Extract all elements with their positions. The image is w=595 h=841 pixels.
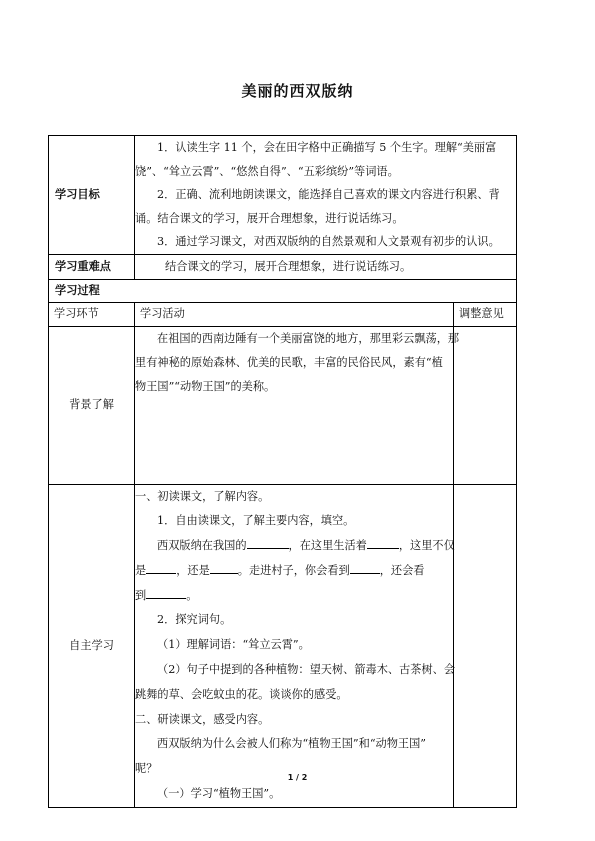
background-line: 里有神秘的原始森林、优美的民歌，丰富的民俗民风，素有“植 (135, 355, 443, 369)
objective-line: 诵。结合课文的学习，展开合理想象，进行说话练习。 (135, 211, 404, 225)
column-header-row (49, 302, 517, 326)
blank-field[interactable] (247, 538, 289, 549)
study-step: （一）学习“植物王国”。 (157, 787, 281, 801)
study-step: 跳舞的草、会吃蚊虫的花。谈谈你的感受。 (135, 687, 348, 701)
blank-field[interactable] (350, 563, 380, 574)
background-label: 背景了解 (49, 326, 135, 484)
blank-field[interactable] (146, 563, 176, 574)
study-question: 呢？ (135, 762, 158, 776)
key-points-row (49, 254, 517, 279)
study-step: 1．自由读课文，了解主要内容，填空。 (157, 514, 355, 528)
background-content (135, 326, 460, 484)
background-line: 在祖国的西南边陲有一个美丽富饶的地方，那里彩云飘荡，那 (157, 331, 460, 345)
study-step: （1）理解词语：“耸立云霄”。 (157, 638, 310, 652)
section-heading: 一、初读课文，了解内容。 (135, 489, 270, 503)
adjust-cell (454, 484, 517, 807)
objective-line: 1．认读生字 11 个，会在田字格中正确描写 5 个生字。理解“美丽富 (157, 141, 497, 154)
objective-line: 2．正确、流利地朗读课文，能选择自己喜欢的课文内容进行积累、背 (157, 188, 500, 201)
page-number: 1 / 2 (287, 773, 308, 782)
study-question: 西双版纳为什么会被人们称为“植物王国”和“动物王国” (157, 737, 427, 751)
col-header-adjust: 调整意见 (454, 302, 517, 326)
key-points-label: 学习重难点 (49, 254, 135, 279)
fill-blank-line: 西双版纳在我国的 ，在这里生活着 ，这里不仅 (157, 539, 455, 553)
key-points-text: 结合课文的学习，展开合理想象，进行说话练习。 (135, 254, 517, 279)
self-study-row (49, 484, 517, 807)
study-step: 2．探究词句。 (157, 613, 232, 627)
objectives-content (135, 136, 517, 255)
objective-line: 3．通过学习课文，对西双版纳的自然景观和人文景观有初步的认识。 (157, 235, 500, 248)
page-title: 美丽的西双版纳 (241, 82, 354, 100)
blank-field[interactable] (146, 588, 186, 599)
objectives-label: 学习目标 (49, 136, 135, 255)
col-header-stage: 学习环节 (49, 302, 135, 326)
objective-line: 饶”、“耸立云霄”、“悠然自得”、“五彩缤纷”等词语。 (135, 164, 399, 178)
col-header-activity: 学习活动 (135, 302, 454, 326)
self-study-label: 自主学习 (49, 484, 135, 807)
section-heading: 二、研读课文，感受内容。 (135, 712, 270, 726)
background-row (49, 326, 517, 484)
fill-blank-line: 到 。 (135, 588, 198, 602)
objectives-row (49, 136, 517, 255)
adjust-cell (454, 326, 517, 484)
lesson-table (48, 135, 517, 808)
blank-field[interactable] (367, 538, 399, 549)
blank-field[interactable] (210, 563, 238, 574)
fill-blank-line: 是 ，还是 。走进村子，你会看到 ，还会看 (135, 563, 425, 577)
process-row (49, 279, 517, 302)
process-label: 学习过程 (49, 279, 517, 302)
study-step: （2）句子中提到的各种植物：望天树、箭毒木、古茶树、会 (157, 663, 456, 677)
background-line: 物王国”“动物王国”的美称。 (135, 379, 276, 393)
self-study-content (135, 484, 454, 807)
